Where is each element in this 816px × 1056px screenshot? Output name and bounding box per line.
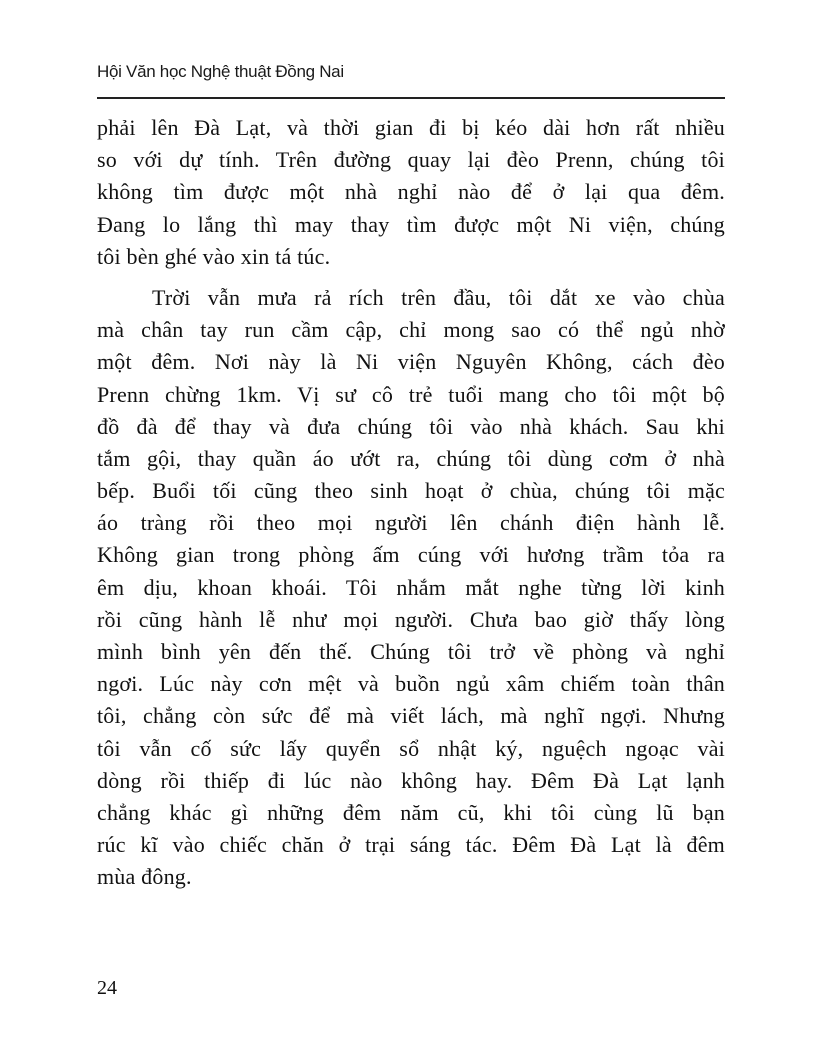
text-line: ngơi. Lúc này cơn mệt và buồn ngủ xâm chiếm toàn thân bbox=[97, 671, 725, 697]
text-line: mình bình yên đến thế. Chúng tôi trở về phòng và nghỉ bbox=[97, 639, 725, 664]
text-line: Đang lo lắng thì may thay tìm được một Ni viện, chúng bbox=[97, 211, 725, 237]
text-line: tôi bèn ghé vào xin tá túc. bbox=[97, 243, 331, 269]
header-divider bbox=[97, 97, 725, 99]
text-line: tôi, chẳng còn sức để mà viết lách, mà nghĩ ngợi. Nhưng bbox=[97, 703, 725, 729]
text-line: phải lên Đà Lạt, và thời gian đi bị kéo dài hơn rất nhiều bbox=[97, 115, 725, 140]
text-line: tôi vẫn cố sức lấy quyển sổ nhật ký, nguệch ngoạc vài bbox=[97, 735, 725, 761]
text-line: mà chân tay run cầm cập, chỉ mong sao có thể ngủ nhờ bbox=[97, 317, 725, 343]
text-line: rúc kĩ vào chiếc chăn ở trại sáng tác. Đêm Đà Lạt là đêm bbox=[97, 832, 725, 858]
paragraph bbox=[97, 282, 725, 894]
text-line: không tìm được một nhà nghỉ nào để ở lại qua đêm. bbox=[97, 179, 725, 205]
text-line: dòng rồi thiếp đi lúc nào không hay. Đêm Đà Lạt lạnh bbox=[97, 767, 725, 793]
body-text bbox=[97, 112, 725, 894]
text-line: bếp. Buổi tối cũng theo sinh hoạt ở chùa, chúng tôi mặc bbox=[97, 478, 725, 504]
text-line: Không gian trong phòng ấm cúng với hương trầm tỏa ra bbox=[97, 542, 725, 568]
text-line: đồ đà để thay và đưa chúng tôi vào nhà khách. Sau khi bbox=[97, 413, 725, 439]
text-line: tắm gội, thay quần áo ướt ra, chúng tôi dùng cơm ở nhà bbox=[97, 445, 725, 471]
page-number: 24 bbox=[97, 977, 117, 999]
text-line: mùa đông. bbox=[97, 864, 192, 890]
text-line: so với dự tính. Trên đường quay lại đèo Prenn, chúng tôi bbox=[97, 147, 725, 173]
text-line: rồi cũng hành lễ như mọi người. Chưa bao giờ thấy lòng bbox=[97, 606, 725, 632]
text-line: một đêm. Nơi này là Ni viện Nguyên Không, cách đèo bbox=[97, 349, 725, 375]
running-header: Hội Văn học Nghệ thuật Đồng Nai bbox=[97, 62, 344, 81]
text-line: áo tràng rồi theo mọi người lên chánh điện hành lễ. bbox=[97, 510, 725, 536]
text-line: Prenn chừng 1km. Vị sư cô trẻ tuổi mang cho tôi một bộ bbox=[97, 381, 725, 407]
text-line: êm dịu, khoan khoái. Tôi nhắm mắt nghe từng lời kinh bbox=[97, 574, 725, 600]
text-line: chẳng khác gì những đêm năm cũ, khi tôi cùng lũ bạn bbox=[97, 799, 725, 825]
text-line: Trời vẫn mưa rả rích trên đầu, tôi dắt xe vào chùa bbox=[152, 284, 725, 310]
paragraph bbox=[97, 112, 725, 273]
